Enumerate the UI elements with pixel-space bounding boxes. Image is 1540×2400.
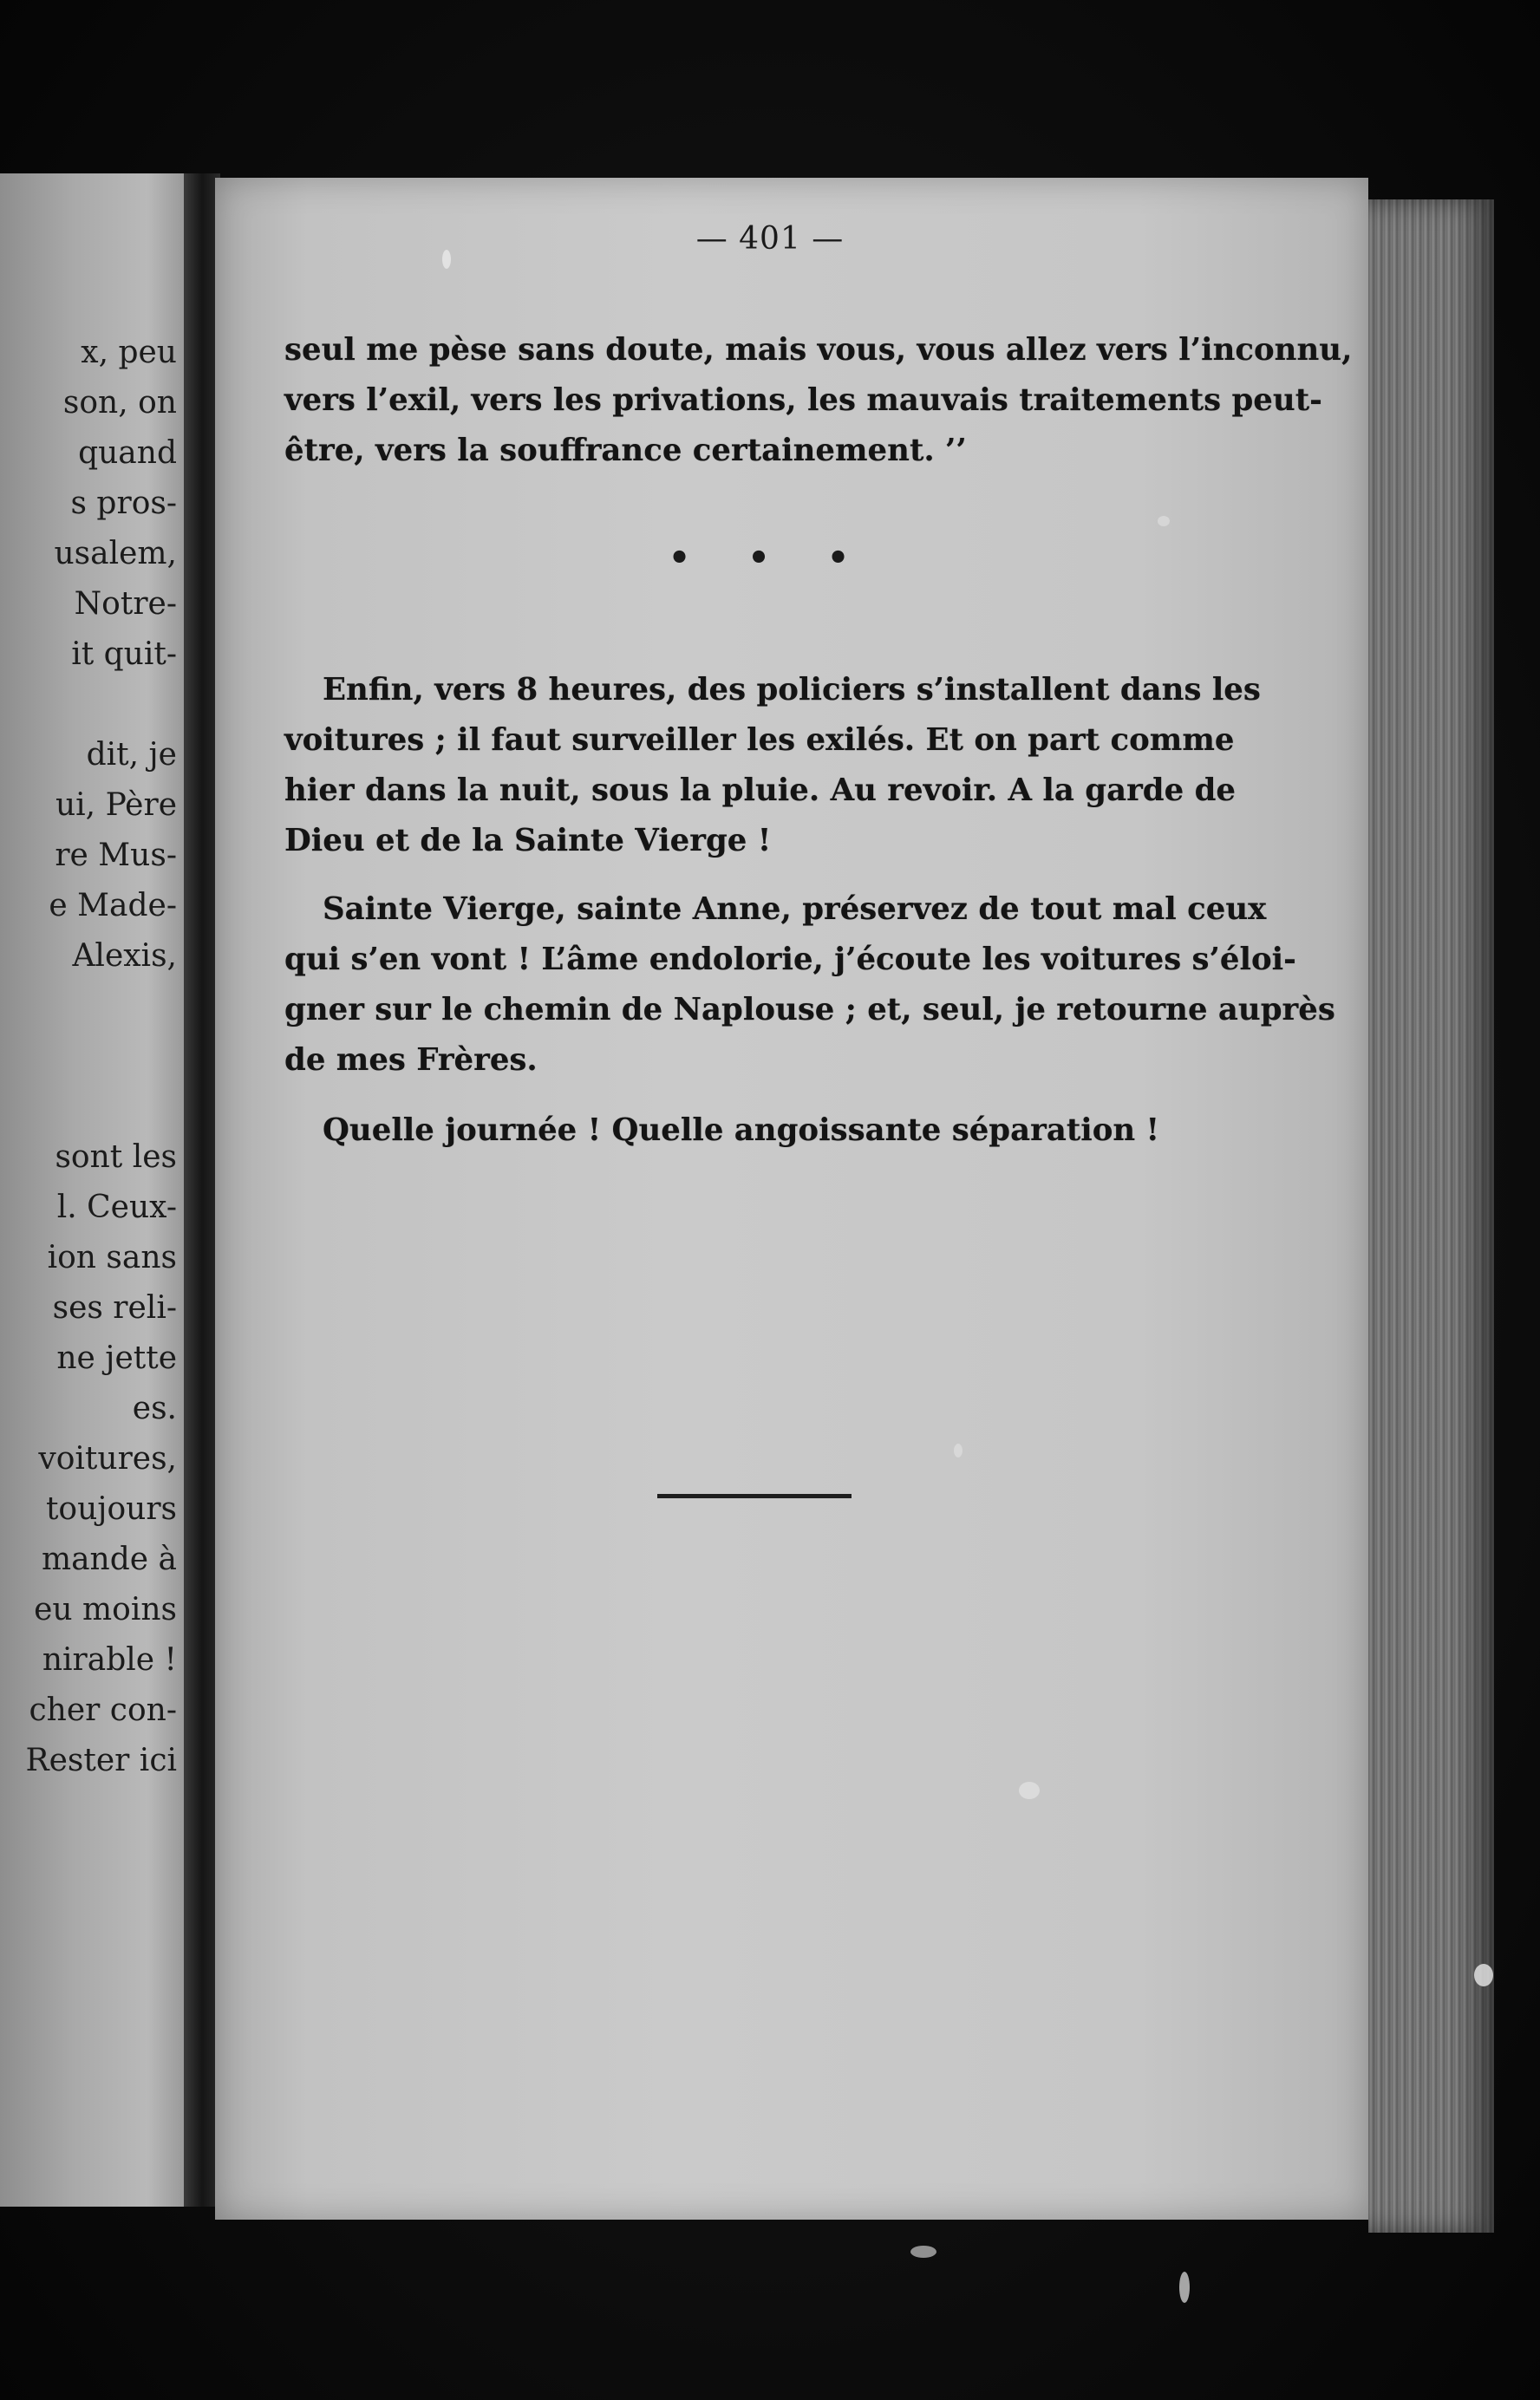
left-line: e Made- bbox=[49, 888, 177, 923]
dust-speck bbox=[910, 2246, 936, 2258]
main-page bbox=[215, 178, 1368, 2220]
left-line: dit, je bbox=[86, 737, 177, 773]
left-line: nirable ! bbox=[42, 1642, 177, 1678]
text-line: de mes Frères. bbox=[284, 1042, 538, 1078]
text-line: seul me pèse sans doute, mais vous, vous allez vers l’inconnu, bbox=[284, 332, 1353, 368]
text-line: qui s’en vont ! L’âme endolorie, j’écoute les voitures s’éloi- bbox=[284, 942, 1296, 977]
left-line: s pros- bbox=[70, 486, 177, 521]
text-line: Sainte Vierge, sainte Anne, préservez de tout mal ceux bbox=[323, 891, 1267, 927]
left-line: ne jette bbox=[56, 1340, 177, 1376]
left-line: l. Ceux- bbox=[56, 1190, 177, 1225]
left-line: quand bbox=[78, 435, 177, 471]
dust-speck bbox=[1179, 2272, 1190, 2303]
left-facing-page bbox=[0, 173, 184, 2207]
left-line: ses reli- bbox=[52, 1290, 177, 1326]
left-line: re Mus- bbox=[55, 838, 177, 873]
left-line bbox=[3, 982, 177, 1032]
text-line: être, vers la souffrance certainement. ’’ bbox=[284, 433, 967, 468]
text-line: Enfin, vers 8 heures, des policiers s’installent dans les bbox=[323, 672, 1261, 708]
text-line: gner sur le chemin de Naplouse ; et, seul, je retourne auprès bbox=[284, 992, 1335, 1027]
left-line bbox=[3, 680, 177, 730]
dust-speck bbox=[1019, 1782, 1040, 1799]
left-line: son, on bbox=[62, 385, 177, 421]
page-edge-stack bbox=[1368, 199, 1494, 2233]
dust-speck bbox=[954, 1444, 962, 1458]
left-line: it quit- bbox=[71, 636, 177, 672]
dust-speck bbox=[442, 250, 451, 269]
left-line: toujours bbox=[45, 1491, 177, 1527]
left-line: usalem, bbox=[54, 536, 177, 571]
left-line: cher con- bbox=[29, 1692, 177, 1728]
text-line: vers l’exil, vers les privations, les mauvais traitements peut- bbox=[284, 382, 1322, 418]
left-line bbox=[3, 1032, 177, 1082]
paragraph-departure bbox=[284, 665, 1261, 866]
text-line: hier dans la nuit, sous la pluie. Au revoir. A la garde de bbox=[284, 773, 1236, 808]
dust-speck bbox=[1158, 516, 1170, 526]
left-line: Notre- bbox=[74, 586, 177, 622]
left-line: Alexis, bbox=[72, 938, 177, 974]
left-line: x, peu bbox=[81, 335, 177, 370]
continued-paragraph bbox=[284, 325, 1353, 476]
left-line: mande à bbox=[41, 1542, 177, 1577]
left-line: sont les bbox=[55, 1139, 177, 1175]
left-line: eu moins bbox=[34, 1592, 177, 1627]
paragraph-closing bbox=[284, 1105, 1217, 1156]
left-line: Rester ici bbox=[25, 1743, 177, 1778]
text-line: Dieu et de la Sainte Vierge ! bbox=[284, 823, 772, 858]
dust-speck bbox=[1474, 1964, 1493, 1986]
left-line: ion sans bbox=[47, 1240, 177, 1275]
left-line: voitures, bbox=[38, 1441, 177, 1477]
left-line bbox=[3, 1082, 177, 1132]
text-line: Quelle journée ! Quelle angoissante séparation ! bbox=[323, 1112, 1160, 1148]
left-line: es. bbox=[132, 1391, 177, 1426]
left-line: ui, Père bbox=[55, 787, 177, 823]
page-number: — 401 — bbox=[695, 221, 845, 257]
paragraph-prayer bbox=[284, 884, 1335, 1086]
chapter-end-rule bbox=[657, 1494, 852, 1498]
section-separator: • • • bbox=[668, 538, 872, 578]
text-line: voitures ; il faut surveiller les exilés. Et on part comme bbox=[284, 722, 1235, 758]
